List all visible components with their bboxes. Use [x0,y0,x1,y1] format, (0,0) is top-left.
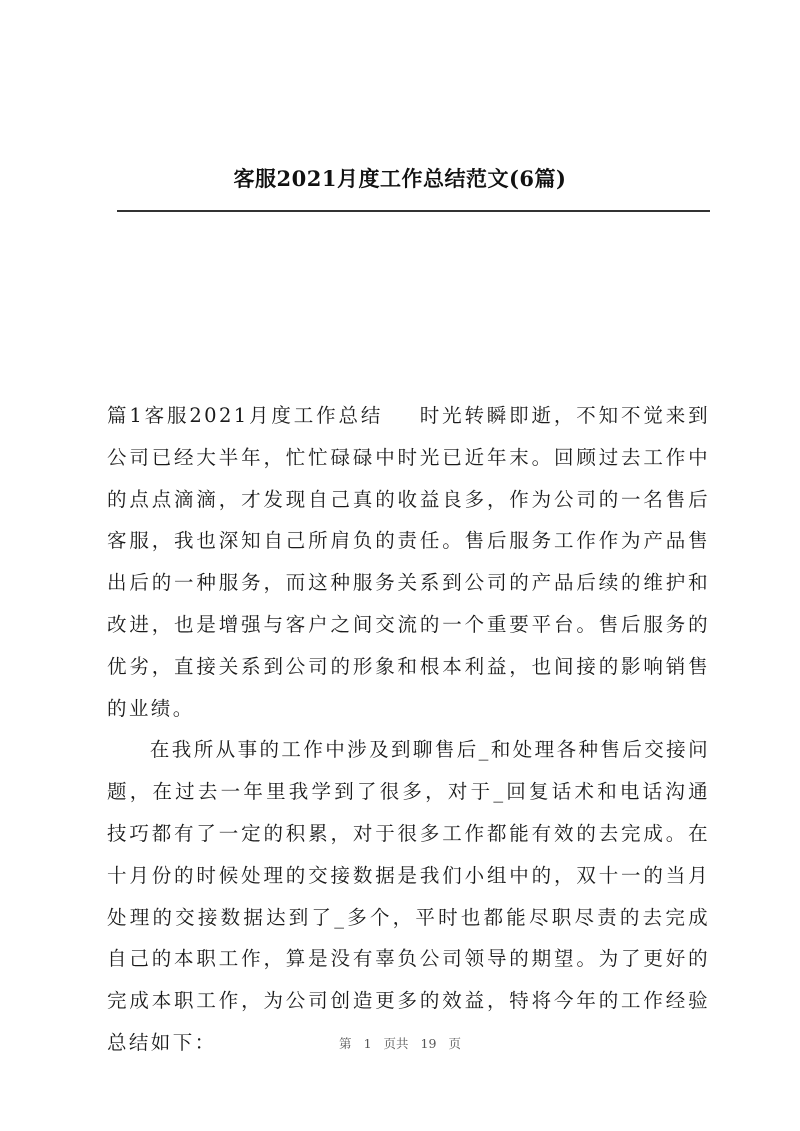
title-divider [117,210,710,212]
page-number-footer [0,1034,800,1052]
document-body [107,395,710,1064]
paragraph-1-text: 时光转瞬即逝，不知不觉来到公司已经大半年，忙忙碌碌中时光已近年末。回顾过去工作中的点点滴滴，才发现自己真的收益良多，作为公司的一名售后客服，我也深知自己所肩负的责任。售后服务工作作为产品售出后的一种服务，而这种服务关系到公司的产品后续的维护和改进，也是增强与客户之间交流的一个重要平台。售后服务的优劣，直接关系到公司的形象和根本利益，也间接的影响销售的业绩。 [107,404,710,720]
footer-total-pages: 19 [420,1036,437,1051]
footer-prefix: 第 [339,1036,352,1051]
paragraph-2: 在我所从事的工作中涉及到聊售后_和处理各种售后交接问题，在过去一年里我学到了很多，对于_回复话术和电话沟通技巧都有了一定的积累，对于很多工作都能有效的去完成。在十月份的时候处理的交接数据是我们小组中的，双十一的当月处理的交接数据达到了_多个，平时也都能尽职尽责的去完成自己的本职工作，算是没有辜负公司领导的期望。为了更好的完成本职工作，为公司创造更多的效益，特将今年的工作经验总结如下： [107,738,710,1054]
footer-middle: 页共 [383,1036,409,1051]
footer-suffix: 页 [448,1036,461,1051]
footer-current-page: 1 [363,1036,372,1051]
paragraph-1 [107,395,710,729]
section-heading: 篇1客服2021月度工作总结 [107,404,384,427]
page-title: 客服2021月度工作总结范文(6篇) [233,166,567,191]
